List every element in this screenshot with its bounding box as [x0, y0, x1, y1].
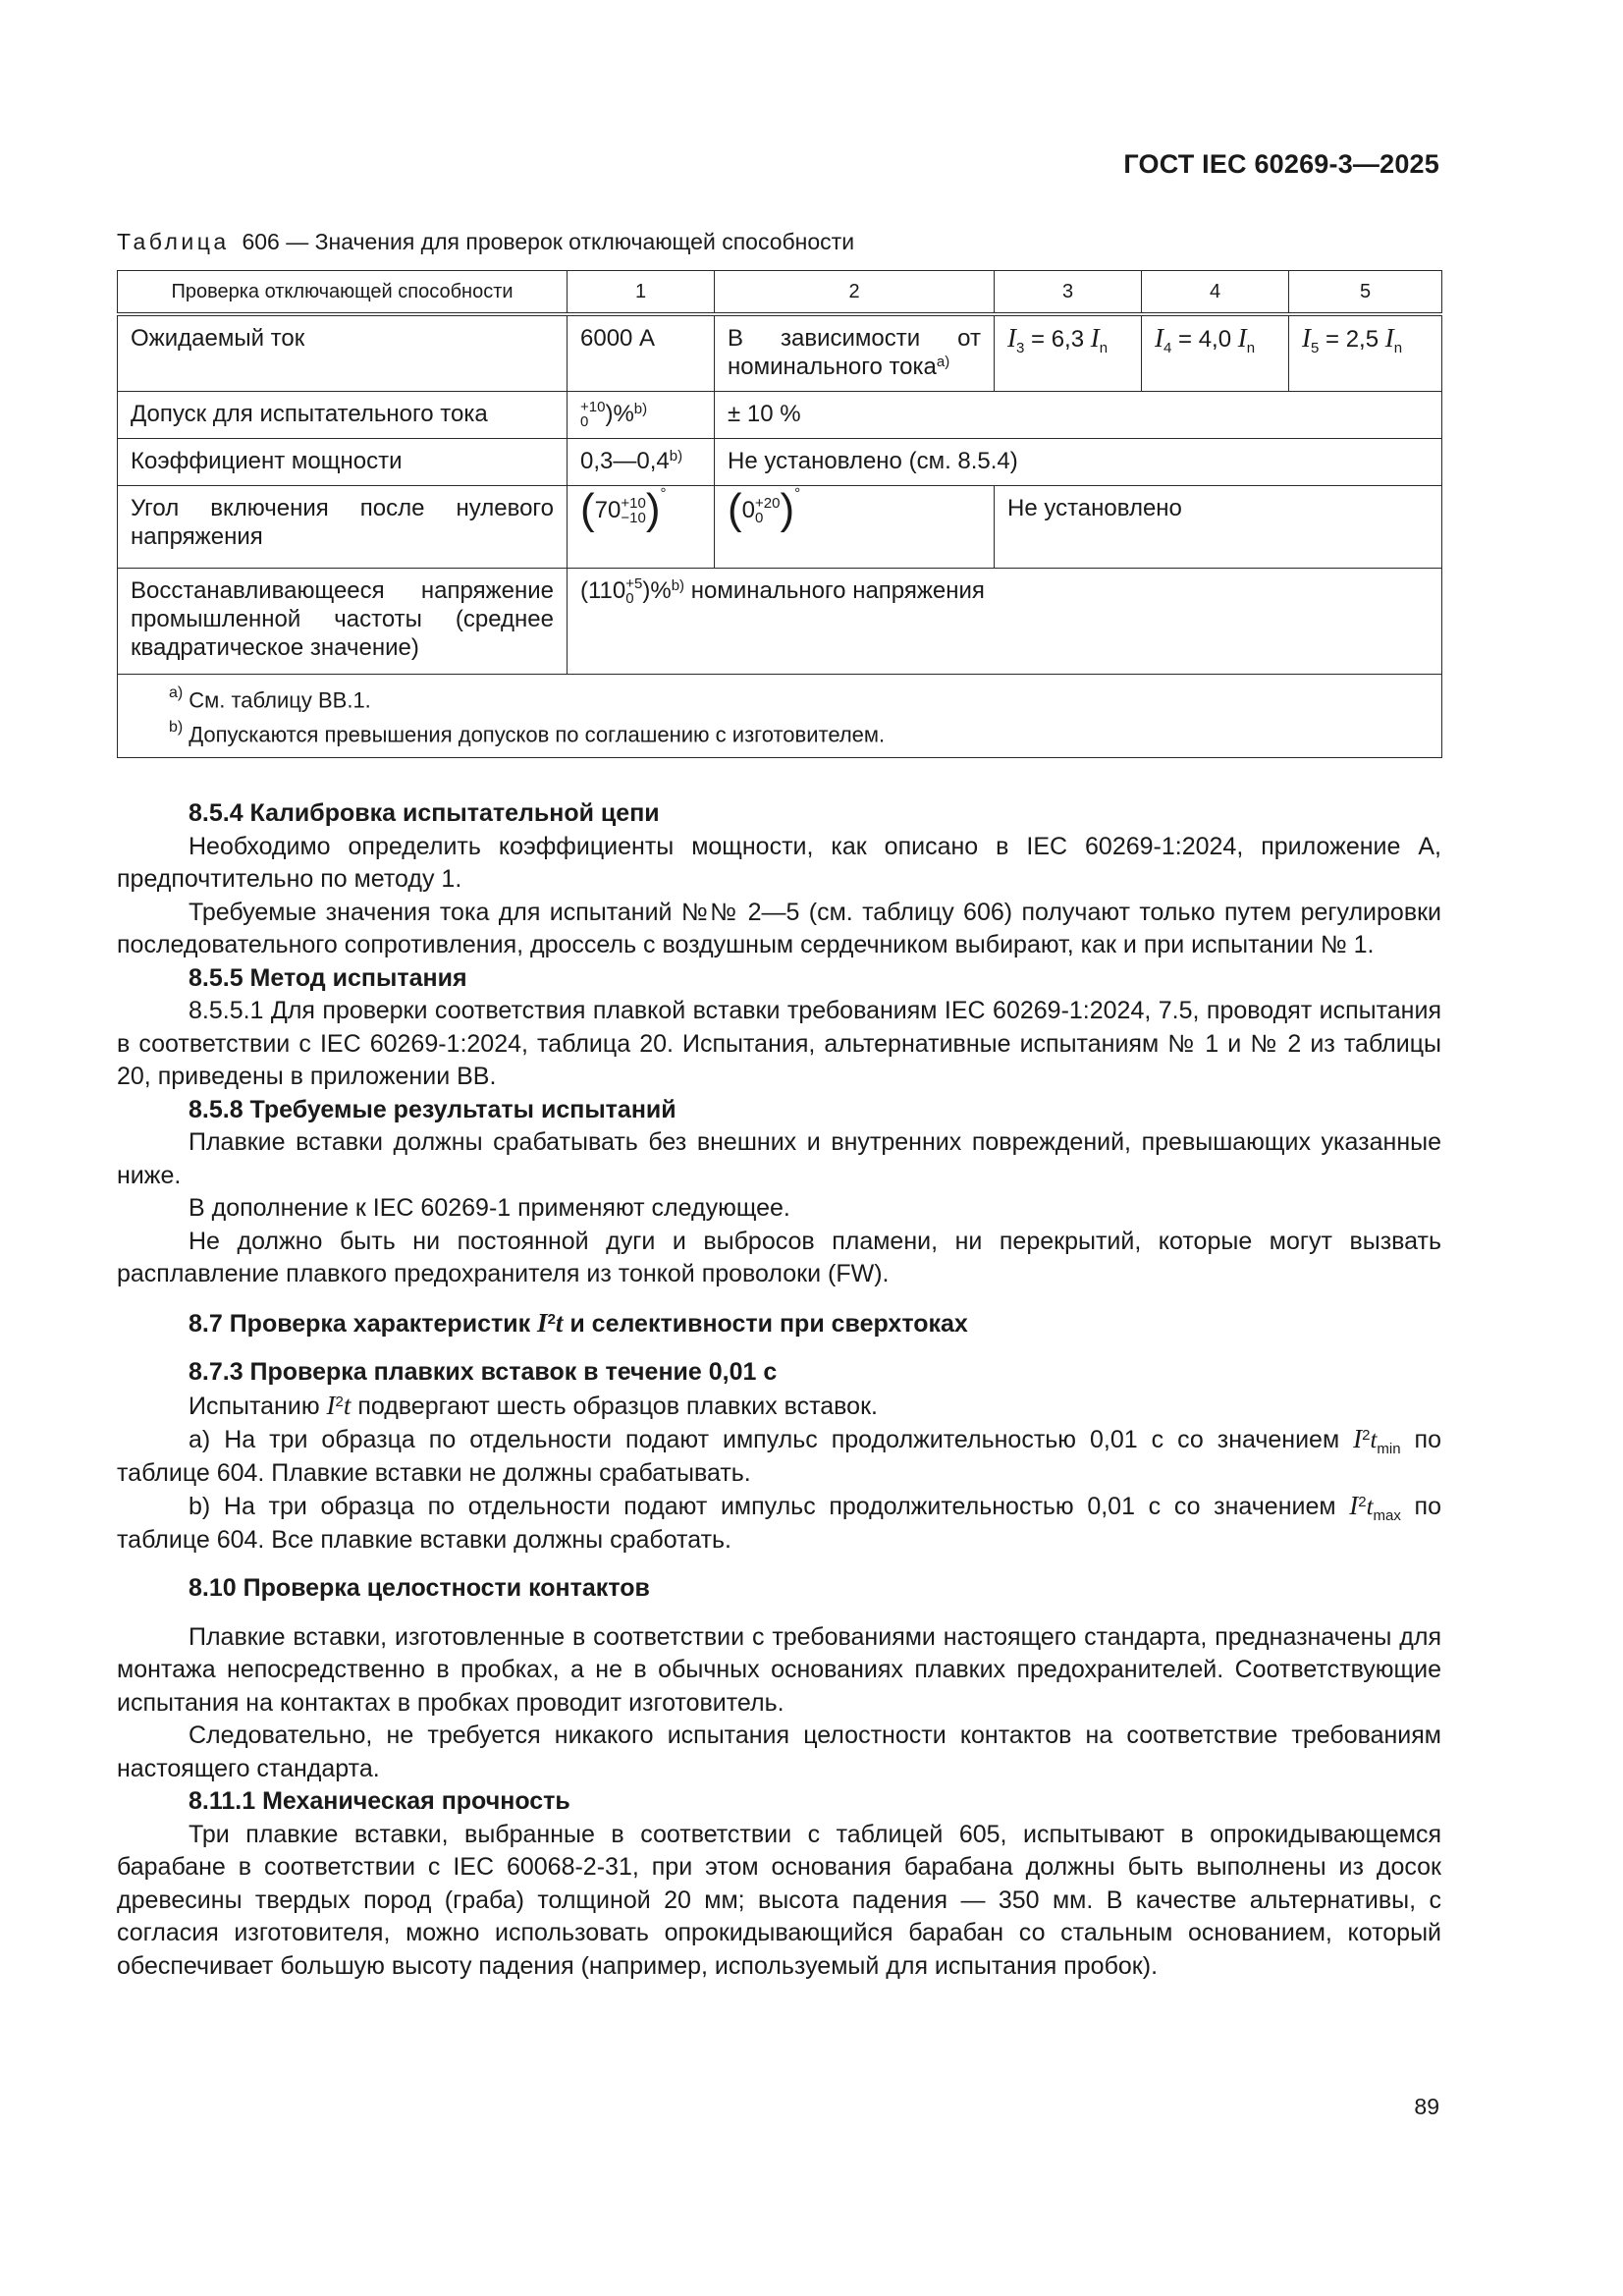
tolerance-stack: [625, 576, 642, 606]
paren-open: (: [580, 484, 595, 533]
paragraph: Не должно быть ни постоянной дуги и выбросов пламени, ни перекрытий, которые могут вызвать расплавление плавкого предохранителя из тонкой проволоки (FW).: [117, 1227, 1441, 1287]
symbol-sub: 4: [1163, 340, 1172, 356]
table-footnotes: [118, 674, 1442, 758]
cell-value: [568, 438, 715, 485]
row-label: Восстанавливающееся напряжение промышленной частоты (среднее квадратическое значение): [118, 568, 568, 674]
footnote-ref: b): [671, 576, 685, 594]
table-caption-prefix: Таблица: [117, 229, 230, 254]
footnote-mark: b): [169, 718, 184, 736]
symbol-sub: 5: [1311, 340, 1320, 356]
symbol-sub: max: [1373, 1507, 1401, 1524]
table-caption-title: — Значения для проверок отключающей способности: [279, 229, 855, 254]
symbol: t: [555, 1307, 564, 1338]
tolerance-stack: [580, 400, 605, 429]
symbol: I: [1384, 323, 1394, 353]
footnote-ref: a): [936, 354, 950, 370]
table-header-cell: 2: [715, 271, 995, 315]
cell-value: [568, 485, 715, 568]
paragraph: 8.5.5.1 Для проверки соответствия плавкой вставки требованиям IEC 60269-1:2024, 7.5, проводят испытания в соответствии с IEC 60269-1:2024, таблица 20. Испытания, альтернативные испытаниям № 1 и № 2 из таблицы 20, приведены в приложении ВВ.: [117, 997, 1441, 1090]
symbol-sub: min: [1377, 1441, 1401, 1457]
symbol-sup: 2: [547, 1310, 556, 1328]
document-header: ГОСТ IEC 60269-3—2025: [1123, 149, 1439, 179]
section-heading: 8.7.3 Проверка плавких вставок в течение 0,01 с: [189, 1358, 778, 1386]
symbol: t: [1366, 1494, 1374, 1520]
symbol: t: [1370, 1427, 1378, 1453]
paragraph: [117, 1423, 1441, 1490]
tolerance-stack: [621, 496, 645, 525]
symbol-sub: 3: [1016, 340, 1025, 356]
paragraph-text: подвергают шесть образцов плавких вставок.: [351, 1392, 878, 1420]
footnote-ref: b): [669, 447, 683, 465]
paragraph: Необходимо определить коэффициенты мощности, как описано в IEC 60269-1:2024, приложение А, предпочтительно по методу 1.: [117, 832, 1441, 893]
cell-text: (110: [580, 576, 626, 604]
paragraph: Плавкие вставки, изготовленные в соответствии с требованиями настоящего стандарта, предназначены для монтажа непосредственно в пробках, а не в обычных основаниях плавких предохранителей. Соответствующие испытания на контактах в пробках проводит изготовитель.: [117, 1622, 1441, 1717]
symbol: I: [1302, 323, 1311, 353]
cell-text: = 2,5: [1319, 326, 1385, 353]
symbol: I: [1349, 1491, 1359, 1520]
section-heading: 8.5.8 Требуемые результаты испытаний: [189, 1095, 676, 1123]
footnote-ref: b): [633, 400, 648, 417]
tol-up: +10: [621, 495, 646, 513]
footnote-text: См. таблицу ВВ.1.: [189, 686, 371, 712]
tol-up: +20: [755, 495, 781, 513]
breaking-capacity-table: [117, 270, 1442, 758]
table-row: [118, 438, 1442, 485]
tol-down: 0: [755, 510, 764, 527]
cell-text: = 4,0: [1171, 326, 1238, 353]
cell-value: [995, 314, 1142, 391]
row-label: Допуск для испытательного тока: [118, 391, 568, 438]
symbol: I: [1090, 323, 1100, 353]
footnote-text: Допускаются превышения допусков по соглашению с изготовителем.: [189, 722, 886, 747]
tol-up: +10: [580, 399, 606, 416]
symbol: I: [1237, 323, 1247, 353]
paragraph: [117, 1490, 1441, 1557]
tol-down: 0: [580, 413, 589, 431]
footnote: [169, 715, 1429, 749]
paragraph-text: b) На три образца по отдельности подают импульс продолжительностью 0,01 с со значением: [189, 1493, 1350, 1520]
heading-text: и селективности при сверхтоках: [563, 1309, 968, 1338]
row-label: Угол включения после нулевого напряжения: [118, 485, 568, 568]
symbol-sub: n: [1246, 340, 1256, 356]
cell-value: [568, 568, 1442, 674]
paragraph-text: Испытанию: [189, 1392, 327, 1420]
paragraph-text: а) На три образца по отдельности подают импульс продолжительностью 0,01 с со значением: [189, 1426, 1354, 1453]
section-heading: 8.5.5 Метод испытания: [189, 963, 467, 992]
paragraph: Плавкие вставки должны срабатывать без внешних и внутренних повреждений, превышающих указанные ниже.: [117, 1128, 1441, 1189]
tol-down: 0: [625, 590, 634, 608]
cell-text: 70: [594, 496, 622, 523]
table-caption: [117, 229, 854, 255]
table-row: [118, 391, 1442, 438]
degree-sign: °: [660, 484, 667, 502]
symbol: I: [537, 1307, 548, 1338]
cell-value: [1142, 314, 1289, 391]
degree-sign: °: [794, 484, 801, 502]
spacer: [117, 1606, 1441, 1621]
tolerance-stack: [755, 496, 780, 525]
symbol: t: [343, 1390, 352, 1420]
cell-text: 0: [741, 496, 756, 523]
footnote-mark: a): [169, 683, 184, 701]
paragraph-text: по таблице 604. Плавкие вставки не должны срабатывать.: [117, 1426, 1441, 1487]
table-caption-number: 606: [242, 229, 280, 254]
paragraph: Следовательно, не требуется никакого испытания целостности контактов на соответствие требованиям настоящего стандарта.: [117, 1722, 1441, 1782]
page-number: 89: [1414, 2094, 1439, 2119]
row-label: Коэффициент мощности: [118, 438, 568, 485]
cell-value: [715, 314, 995, 391]
paragraph: В дополнение к IEC 60269-1 применяют следующее.: [189, 1194, 790, 1222]
document-body: [117, 797, 1441, 1983]
table-footnotes-row: [118, 674, 1442, 758]
section-heading: 8.11.1 Механическая прочность: [189, 1787, 570, 1815]
cell-value: [568, 391, 715, 438]
section-heading: 8.10 Проверка целостности контактов: [189, 1574, 650, 1602]
cell-text: В зависимости от номинального тока: [728, 325, 981, 380]
cell-text: = 6,3: [1024, 326, 1091, 353]
cell-text: 0,3—0,4: [580, 447, 670, 474]
table-header-cell: 1: [568, 271, 715, 315]
symbol: I: [1155, 323, 1163, 353]
tol-up: +5: [625, 575, 643, 593]
table-row: [118, 568, 1442, 674]
cell-value: 6000 А: [568, 314, 715, 391]
heading-text: 8.7 Проверка характеристик: [189, 1309, 538, 1338]
table-header-cell: Проверка отключающей способности: [118, 271, 568, 315]
table-header-row: [118, 271, 1442, 315]
symbol-sup: 2: [1358, 1494, 1367, 1510]
table-header-cell: 3: [995, 271, 1142, 315]
row-label: Ожидаемый ток: [118, 314, 568, 391]
cell-value: Не установлено (см. 8.5.4): [715, 438, 1442, 485]
symbol-sup: 2: [335, 1393, 344, 1410]
symbol-sub: n: [1393, 340, 1403, 356]
paren-close: ): [645, 484, 661, 533]
table-row: [118, 314, 1442, 391]
symbol-sup: 2: [1362, 1427, 1371, 1444]
cell-text: )%: [642, 576, 672, 604]
paren-open: (: [728, 484, 742, 533]
cell-value: Не установлено: [995, 485, 1442, 568]
cell-value: [715, 485, 995, 568]
symbol: I: [326, 1390, 336, 1420]
section-heading: [117, 1307, 1441, 1341]
table-header-cell: 4: [1142, 271, 1289, 315]
cell-text: номинального напряжения: [684, 576, 985, 604]
paragraph: [117, 1390, 1441, 1424]
symbol-sub: n: [1099, 340, 1109, 356]
paragraph: Три плавкие вставки, выбранные в соответствии с таблицей 605, испытывают в опрокидывающемся барабане в соответствии с IEC 60068-2-31, при этом основания барабана должны быть выполнены из досок древесины твердых пород (граба) толщиной 20 мм; высота падения — 350 мм. В качестве альтернативы, с согласия изготовителя, можно использовать опрокидывающийся барабан со стальным основанием, который обеспечивает большую высоту падения (например, используемый для испытания пробок).: [117, 1820, 1441, 1980]
table-header-cell: 5: [1289, 271, 1442, 315]
footnote: [169, 681, 1429, 715]
paren-close: ): [780, 484, 795, 533]
table-row: [118, 485, 1442, 568]
paragraph-text: по таблице 604. Все плавкие вставки должны сработать.: [117, 1493, 1441, 1554]
cell-value: [1289, 314, 1442, 391]
paragraph: Требуемые значения тока для испытаний №№ 2—5 (см. таблицу 606) получают только путем регулировки последовательного сопротивления, дроссель с воздушным сердечником выбирают, как и при испытании № 1.: [117, 898, 1441, 958]
tol-down: −10: [621, 510, 646, 527]
symbol: I: [1353, 1424, 1363, 1453]
cell-value: ± 10 %: [715, 391, 1442, 438]
symbol: I: [1007, 323, 1016, 353]
cell-text: )%: [605, 400, 634, 427]
section-heading: 8.5.4 Калибровка испытательной цепи: [189, 799, 660, 827]
